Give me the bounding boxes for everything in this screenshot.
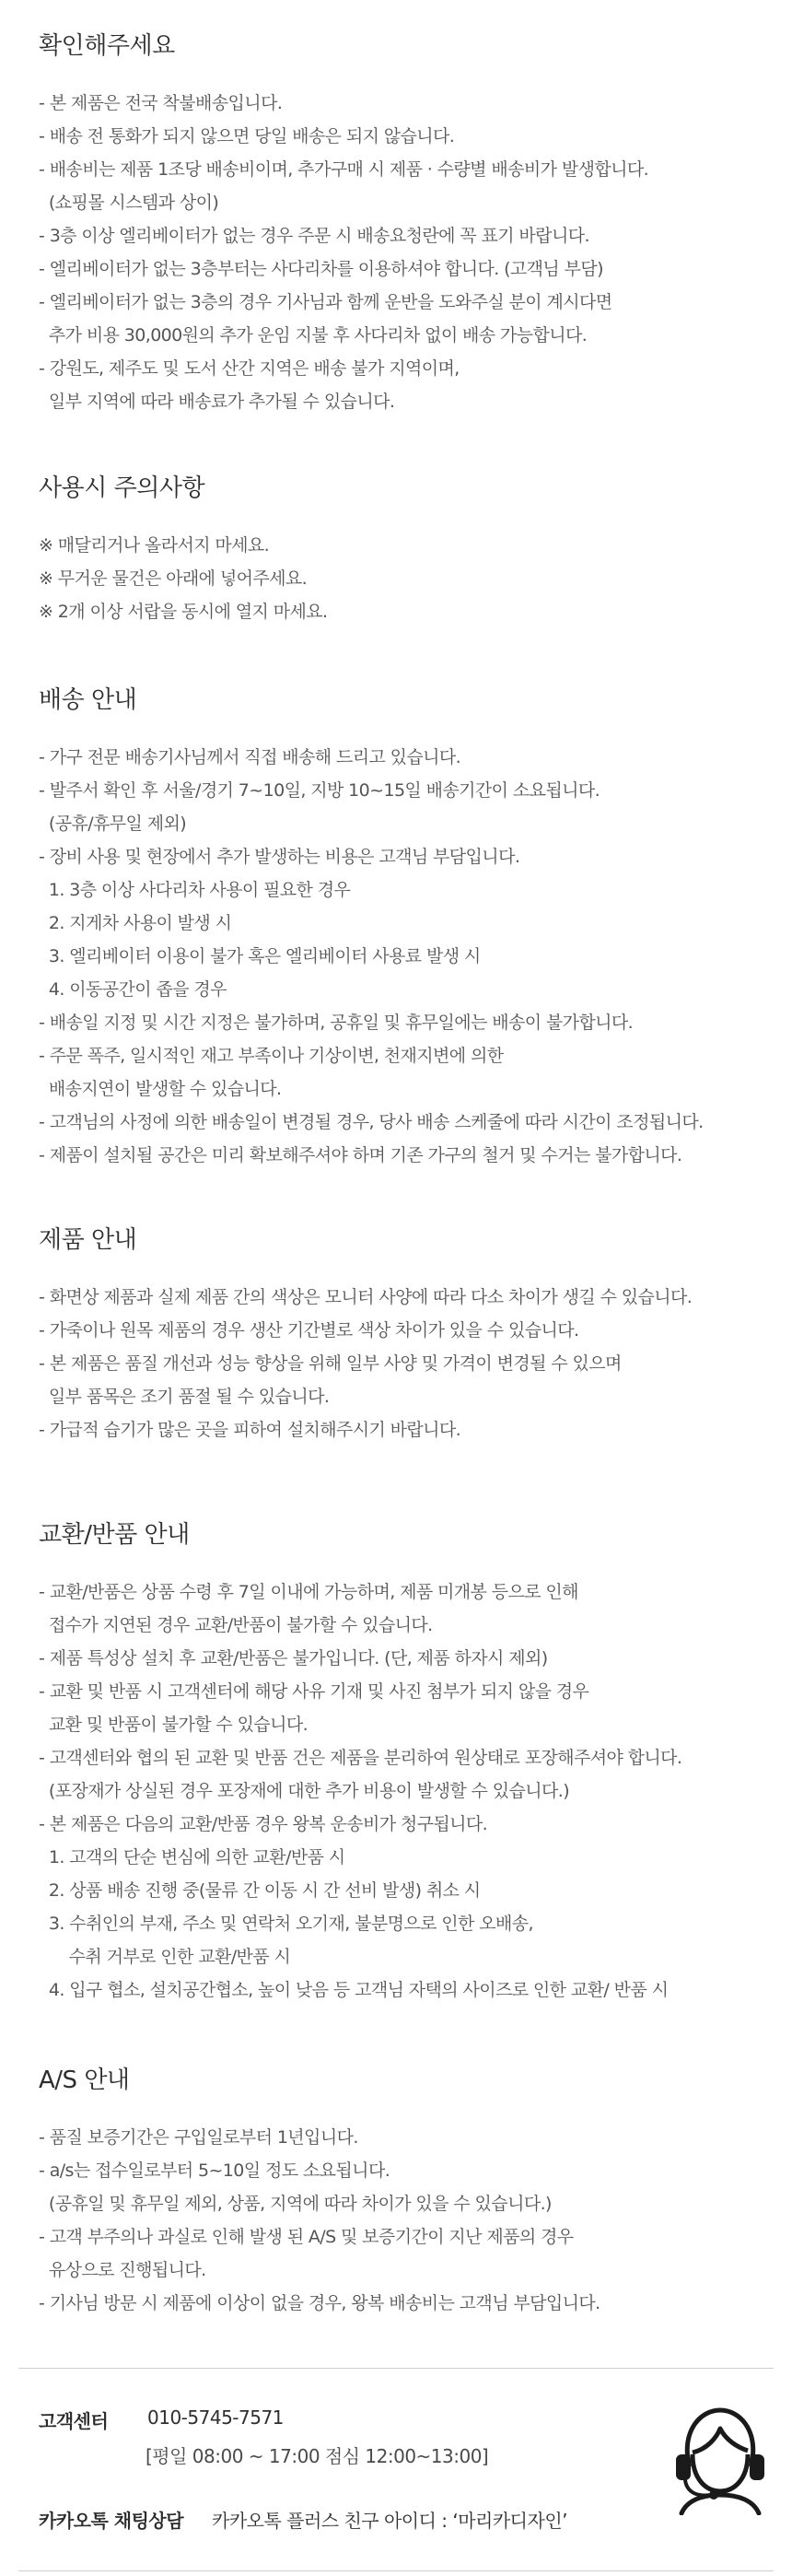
section-title: 배송 안내 [39,686,137,714]
notice-line: - 제품 특성상 설치 후 교환/반품은 불가입니다. (단, 제품 하자시 제외) [39,1648,548,1669]
section-title: 확인해주세요 [39,32,175,60]
section-list [39,741,775,1172]
notice-line: - 고객님의 사정에 의한 배송일이 변경될 경우, 당사 배송 스케줄에 따라 시간이 조정됩니다. [39,1112,704,1132]
notice-line: - 고객 부주의나 과실로 인해 발생 된 A/S 및 보증기간이 지난 제품의 경우 [39,2227,574,2247]
notice-line: 2. 상품 배송 진행 중(물류 간 이동 시 간 선비 발생) 취소 시 [39,1880,481,1901]
footer-bottom-divider [18,2570,774,2571]
notice-line: 배송지연이 발생할 수 있습니다. [39,1079,282,1099]
notice-line: - 3층 이상 엘리베이터가 없는 경우 주문 시 배송요청란에 꼭 표기 바랍니다. [39,226,589,246]
notice-line: 4. 이동공간이 좁을 경우 [39,979,227,1000]
section-list [39,1575,775,2007]
notice-line: - 기사님 방문 시 제품에 이상이 없을 경우, 왕복 배송비는 고객님 부담입니다. [39,2293,600,2313]
notice-line: - 화면상 제품과 실제 제품 간의 색상은 모니터 사양에 따라 다소 차이가 생길 수 있습니다. [39,1287,693,1307]
cs-label: 고객센터 [39,2410,109,2432]
notice-line: ※ 무거운 물건은 아래에 넣어주세요. [39,568,308,589]
section-list [39,1281,775,1446]
notice-line: - 가죽이나 원목 제품의 경우 생산 기간별로 색상 차이가 있을 수 있습니다. [39,1320,579,1341]
notice-line: 일부 품목은 조기 품절 될 수 있습니다. [39,1387,330,1407]
section-list [39,87,775,418]
notice-line: 일부 지역에 따라 배송료가 추가될 수 있습니다. [39,392,395,412]
notice-line: (쇼핑몰 시스템과 상이) [39,193,219,213]
customer-center-footer [39,2388,775,2563]
notice-line: 4. 입구 협소, 설치공간협소, 높이 낮음 등 고객님 자택의 사이즈로 인한 교환/ 반품 시 [39,1980,669,2000]
notice-line: - 가급적 습기가 많은 곳을 피하여 설치해주시기 바랍니다. [39,1420,461,1440]
notice-line: 수취 거부로 인한 교환/반품 시 [39,1947,291,1967]
notice-line: - a/s는 접수일로부터 5~10일 정도 소요됩니다. [39,2160,390,2181]
notice-line: - 가구 전문 배송기사님께서 직접 배송해 드리고 있습니다. [39,747,461,767]
notice-line: - 본 제품은 다음의 교환/반품 경우 왕복 운송비가 청구됩니다. [39,1814,488,1834]
kakao-id-text[interactable]: 카카오톡 플러스 친구 아이디 : ‘마리카디자인’ [212,2510,567,2532]
section-title: 제품 안내 [39,1226,137,1254]
section-list [39,2121,775,2320]
section-title: 사용시 주의사항 [39,474,205,502]
notice-line: - 엘리베이터가 없는 3층부터는 사다리차를 이용하셔야 합니다. (고객님 부담) [39,259,603,279]
notice-line: - 교환/반품은 상품 수령 후 7일 이내에 가능하며, 제품 미개봉 등으로 인해 [39,1582,578,1602]
footer-top-divider [18,2368,774,2369]
notice-line: (포장재가 상실된 경우 포장재에 대한 추가 비용이 발생할 수 있습니다.) [39,1781,570,1801]
notice-line: 추가 비용 30,000원의 추가 운임 지불 후 사다리차 없이 배송 가능합니다. [39,325,588,345]
notice-line: - 발주서 확인 후 서울/경기 7~10일, 지방 10~15일 배송기간이 소요됩니다. [39,780,600,801]
section-caution [39,470,775,628]
notice-line: - 강원도, 제주도 및 도서 산간 지역은 배송 불가 지역이며, [39,358,460,379]
notice-line: - 본 제품은 전국 착불배송입니다. [39,93,283,113]
notice-line: - 교환 및 반품 시 고객센터에 해당 사유 기재 및 사진 첨부가 되지 않을 경우 [39,1681,589,1702]
section-as [39,2062,775,2320]
section-exchange [39,1516,775,2007]
notice-line: - 배송일 지정 및 시간 지정은 불가하며, 공휴일 및 휴무일에는 배송이 불가합니다. [39,1013,634,1033]
notice-line: - 주문 폭주, 일시적인 재고 부족이나 기상이변, 천재지변에 의한 [39,1046,504,1066]
section-list [39,529,775,628]
section-delivery [39,682,775,1172]
notice-line: - 배송 전 통화가 되지 않으면 당일 배송은 되지 않습니다. [39,126,455,146]
notice-line: 3. 엘리베이터 이용이 불가 혹은 엘리베이터 사용료 발생 시 [39,946,481,966]
notice-line: - 배송비는 제품 1조당 배송비이며, 추가구매 시 제품 · 수량별 배송비가 발생합니다. [39,159,649,180]
notice-line: 3. 수취인의 부재, 주소 및 연락처 오기재, 불분명으로 인한 오배송, [39,1914,533,1934]
kakao-label: 카카오톡 채팅상담 [39,2510,184,2532]
section-title: A/S 안내 [39,2067,130,2094]
headset-agent-icon [665,2401,775,2515]
section-product [39,1222,775,1446]
notice-line: (공휴/휴무일 제외) [39,814,187,834]
notice-line: - 품질 보증기간은 구입일로부터 1년입니다. [39,2127,358,2148]
notice-line: - 장비 사용 및 현장에서 추가 발생하는 비용은 고객님 부담입니다. [39,847,520,867]
notice-line: (공휴일 및 휴무일 제외, 상품, 지역에 따라 차이가 있을 수 있습니다.) [39,2194,552,2214]
notice-line: 1. 고객의 단순 변심에 의한 교환/반품 시 [39,1847,345,1868]
notice-line: ※ 매달리거나 올라서지 마세요. [39,535,270,556]
notice-line: - 본 제품은 품질 개선과 성능 향상을 위해 일부 사양 및 가격이 변경될 수 있으며 [39,1353,622,1374]
notice-line: - 제품이 설치될 공간은 미리 확보해주셔야 하며 기존 가구의 철거 및 수거는 불가합니다. [39,1145,682,1165]
section-title: 교환/반품 안내 [39,1521,190,1549]
notice-line: 접수가 지연된 경우 교환/반품이 불가할 수 있습니다. [39,1615,433,1635]
notice-line: 교환 및 반품이 불가할 수 있습니다. [39,1715,309,1735]
notice-line: 2. 지게차 사용이 발생 시 [39,913,232,933]
cs-phone[interactable]: 010-5745-7571 [147,2406,284,2429]
notice-line: 유상으로 진행됩니다. [39,2260,206,2280]
section-check [39,28,775,418]
notice-line: - 고객센터와 협의 된 교환 및 반품 건은 제품을 분리하여 원상태로 포장해주셔야 합니다. [39,1748,682,1768]
notice-line: - 엘리베이터가 없는 3층의 경우 기사님과 함께 운반을 도와주실 분이 계시다면 [39,292,612,312]
notice-line: 1. 3층 이상 사다리차 사용이 필요한 경우 [39,880,351,900]
notice-line: ※ 2개 이상 서랍을 동시에 열지 마세요. [39,602,328,622]
cs-hours: [평일 08:00 ~ 17:00 점심 12:00~13:00] [146,2445,489,2467]
